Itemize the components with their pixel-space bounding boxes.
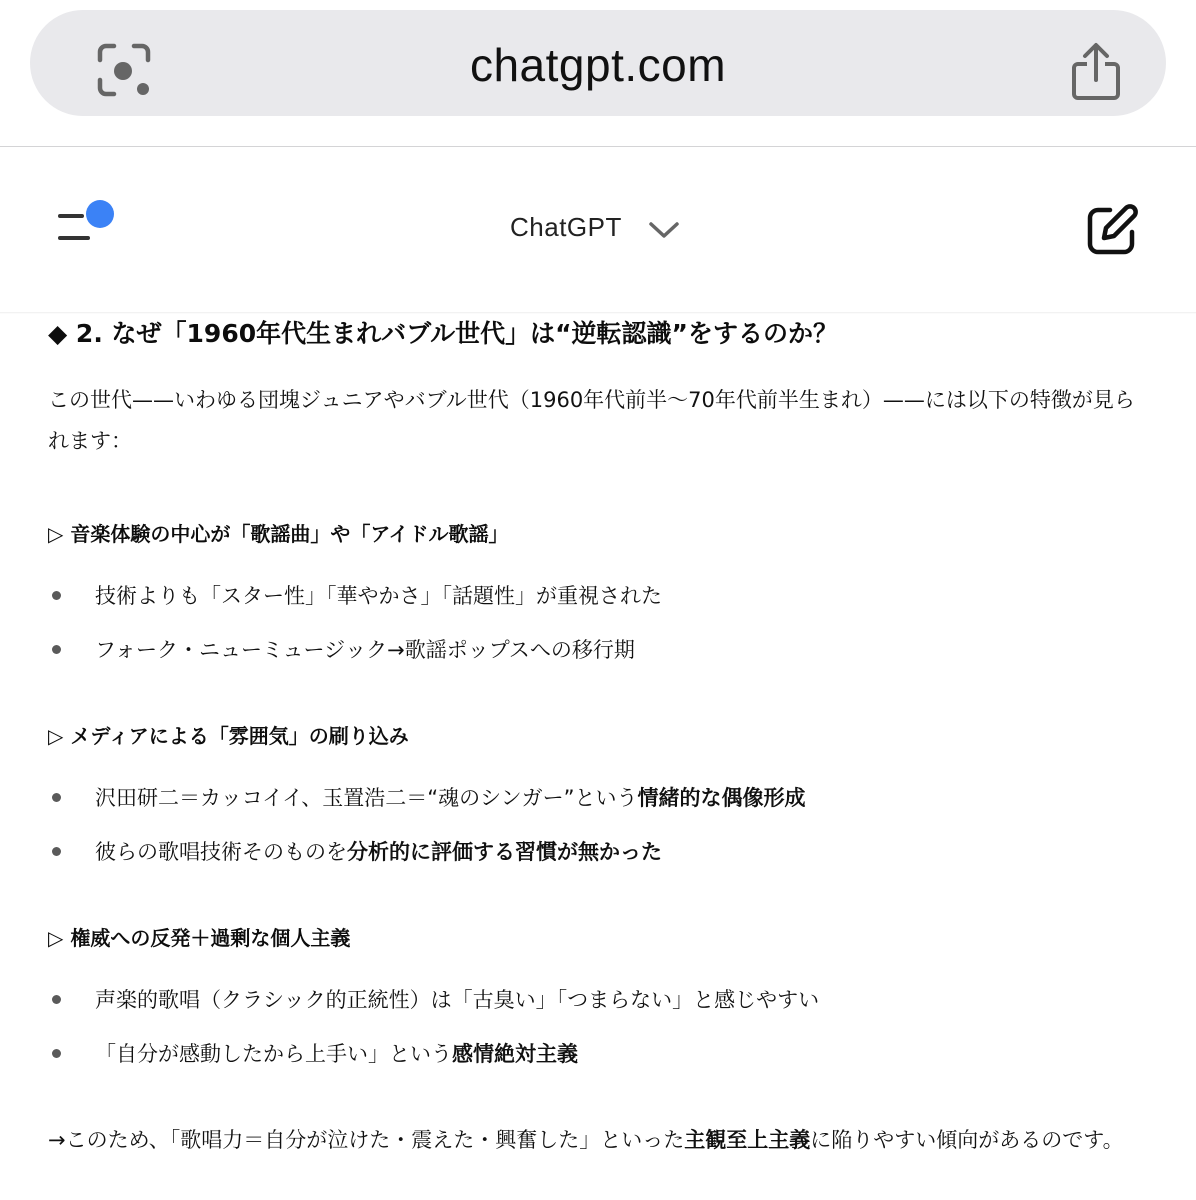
list-item: 「自分が感動したから上手い」という感情絶対主義 — [48, 1038, 578, 1068]
group-heading: ▷ メディアによる「雰囲気」の刷り込み — [48, 724, 409, 748]
bullet-dot — [52, 645, 61, 654]
group-heading: ▷ 音楽体験の中心が「歌謡曲」や「アイドル歌謡」 — [48, 522, 509, 546]
sidebar-menu-icon[interactable] — [54, 198, 120, 248]
browser-divider — [0, 146, 1196, 147]
url-text[interactable]: chatgpt.com — [469, 39, 727, 91]
bullet-dot — [52, 1049, 61, 1058]
share-icon[interactable] — [1070, 42, 1122, 102]
list-item: 沢田研二＝カッコイイ、玉置浩二＝“魂のシンガー”という情緒的な偶像形成 — [48, 782, 805, 812]
new-chat-icon[interactable] — [1086, 204, 1138, 256]
bullet-dot — [52, 591, 61, 600]
conclusion-paragraph: →このため、「歌唱力＝自分が泣けた・震えた・興奮した」といった主観至上主義に陥りやすい傾向があるのです。 — [48, 1128, 1124, 1152]
list-item: 技術よりも「スター性」「華やかさ」「話題性」が重視された — [48, 580, 662, 610]
address-bar[interactable] — [30, 10, 1166, 116]
list-item: フォーク・ニューミュージック→歌謡ポップスへの移行期 — [48, 634, 635, 664]
list-item: 声楽的歌唱（クラシック的正統性）は「古臭い」「つまらない」と感じやすい — [48, 984, 819, 1014]
notification-dot — [86, 200, 114, 228]
list-item: 彼らの歌唱技術そのものを分析的に評価する習慣が無かった — [48, 836, 662, 866]
bullet-dot — [52, 847, 61, 856]
model-selector-label[interactable]: ChatGPT — [510, 212, 622, 242]
section-title: ◆ 2. なぜ「1960年代生まれバブル世代」は“逆転認識”をするのか？ — [48, 319, 838, 348]
group-heading: ▷ 権威への反発＋過剰な個人主義 — [48, 926, 351, 950]
bullet-dot — [52, 995, 61, 1004]
bullet-dot — [52, 793, 61, 802]
chevron-down-icon[interactable] — [648, 220, 680, 240]
intro-paragraph: この世代——いわゆる団塊ジュニアやバブル世代（1960年代前半〜70年代前半生まれ）——には以下の特徴が見られます： — [48, 388, 1135, 453]
